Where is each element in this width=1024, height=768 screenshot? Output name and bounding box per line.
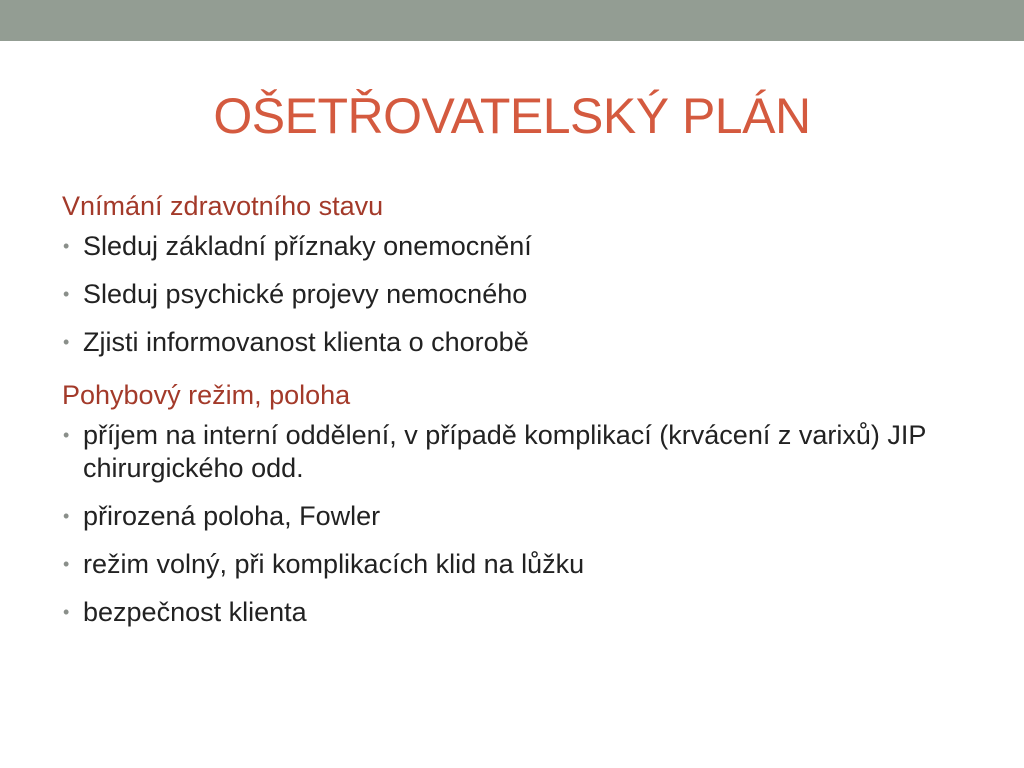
list-item xyxy=(62,596,982,629)
section-heading-mobility: Pohybový režim, poloha xyxy=(62,380,351,410)
bullet-icon: • xyxy=(63,236,70,256)
list-item-text: příjem na interní oddělení, v případě komplikací (krvácení z varixů) JIP chirurgického odd. xyxy=(83,420,926,483)
bullet-icon: • xyxy=(63,425,70,445)
list-item-text: Sleduj základní příznaky onemocnění xyxy=(83,231,532,261)
list-item-text: bezpečnost klienta xyxy=(83,597,307,627)
slide-content xyxy=(62,186,982,629)
list-item xyxy=(62,326,982,359)
list-item xyxy=(62,419,982,485)
list-item xyxy=(62,500,982,533)
list-item-text: režim volný, při komplikacích klid na lůžku xyxy=(83,549,585,579)
section-heading-health-perception: Vnímání zdravotního stavu xyxy=(62,191,384,221)
list-item-text: Zjisti informovanost klienta o chorobě xyxy=(83,327,529,357)
bullet-icon: • xyxy=(63,332,70,352)
list-item-text: Sleduj psychické projevy nemocného xyxy=(83,279,528,309)
bullet-list-health-perception xyxy=(62,230,982,359)
bullet-list-mobility xyxy=(62,419,982,629)
list-item xyxy=(62,278,982,311)
list-item-text: přirozená poloha, Fowler xyxy=(83,501,381,531)
slide-title: OŠETŘOVATELSKÝ PLÁN xyxy=(213,88,811,144)
list-item xyxy=(62,230,982,263)
top-accent-bar xyxy=(0,0,1024,41)
bullet-icon: • xyxy=(63,554,70,574)
bullet-icon: • xyxy=(63,602,70,622)
bullet-icon: • xyxy=(63,284,70,304)
list-item xyxy=(62,548,982,581)
bullet-icon: • xyxy=(63,506,70,526)
